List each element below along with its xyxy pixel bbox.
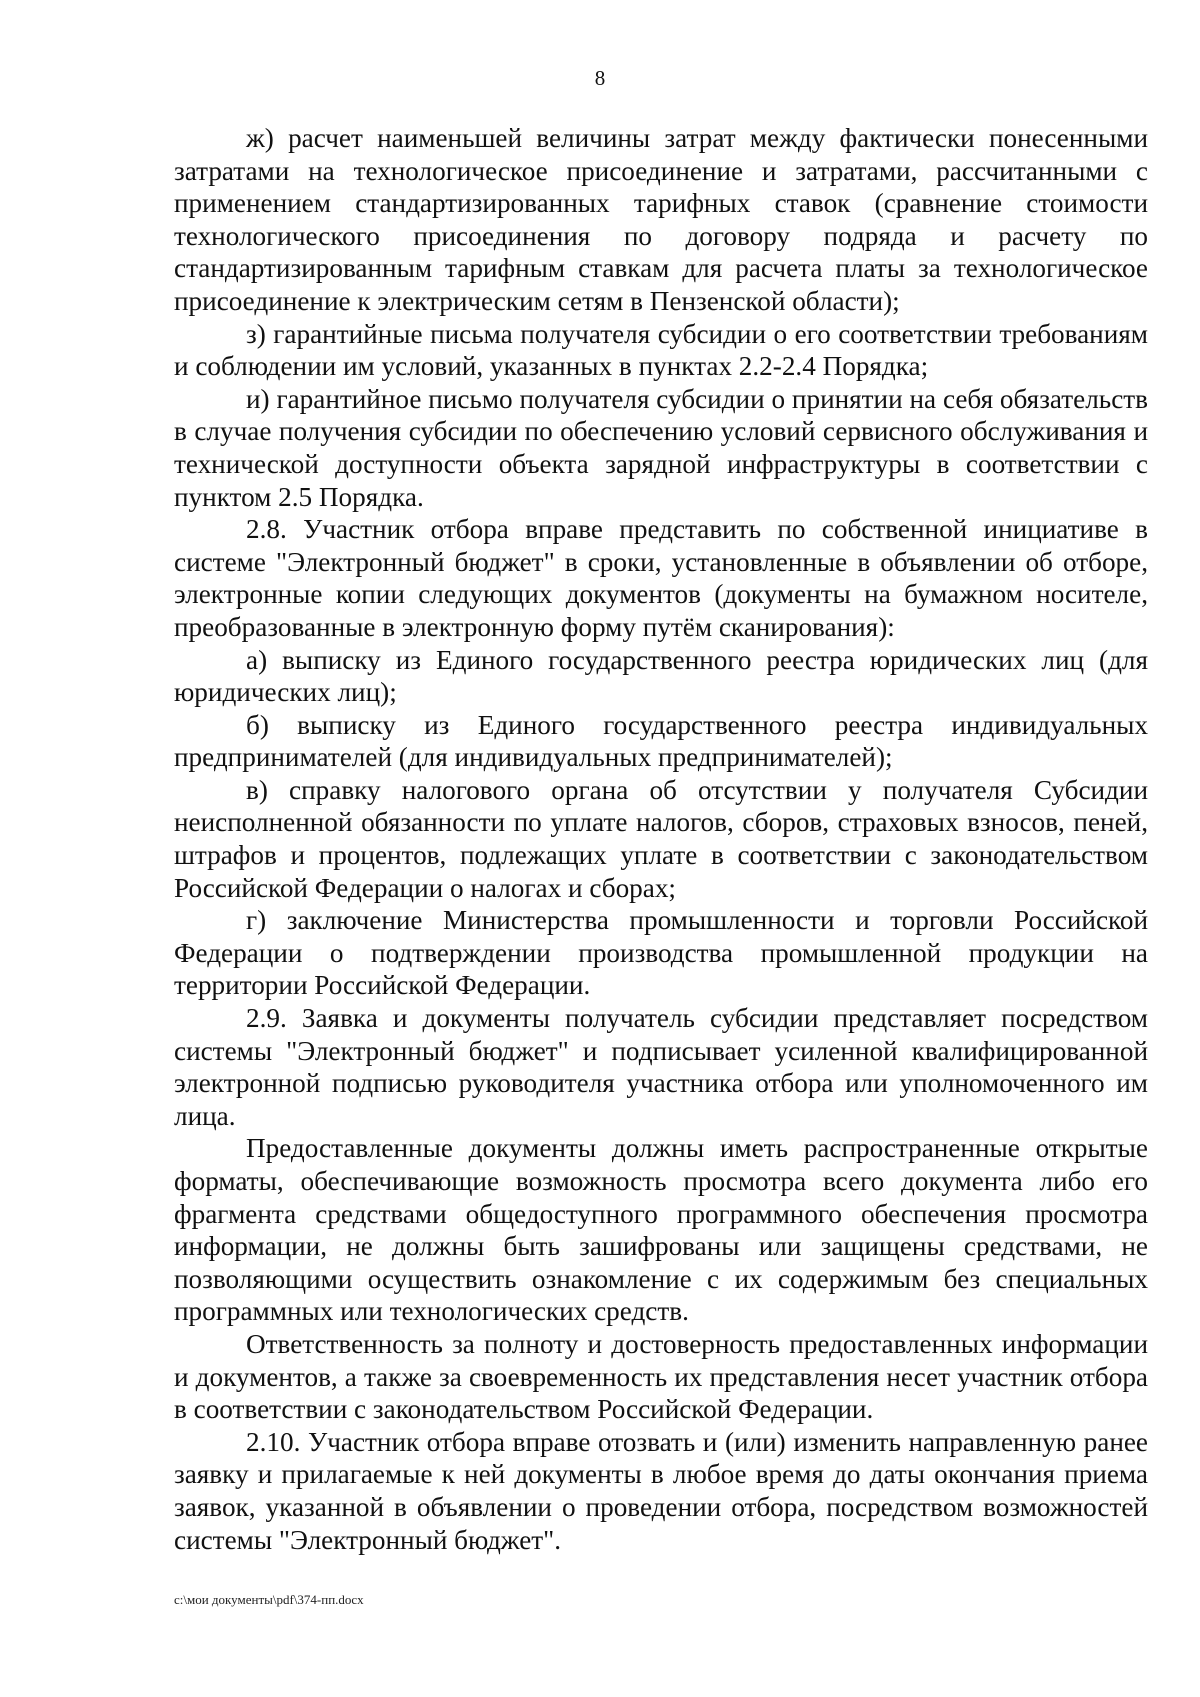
paragraph-responsibility: Ответственность за полноту и достоверность предоставленных информации и документов, а также за своевременность их представления несет участник отбора в соответствии с законодательством Российской Федерации.	[174, 1328, 1148, 1425]
paragraph-z: з) гарантийные письма получателя субсидии о его соответствии требованиям и соблюдении им условий, указанных в пунктах 2.2-2.4 Порядка;	[174, 318, 1148, 382]
paragraph-2-9: 2.9. Заявка и документы получатель субсидии представляет посредством системы "Электронный бюджет" и подписывает усиленной квалифицированной электронной подписью руководителя участника отбора или уполномоченного им лица.	[174, 1003, 1148, 1131]
paragraph-v: в) справку налогового органа об отсутствии у получателя Субсидии неисполненной обязанности по уплате налогов, сборов, страховых взносов, пеней, штрафов и процентов, подлежащих уплате в соответствии с законодательством Российской Федерации о налогах и сборах;	[174, 774, 1148, 903]
paragraph-2-10: 2.10. Участник отбора вправе отозвать и (или) изменить направленную ранее заявку и прилагаемые к ней документы в любое время до даты окончания приема заявок, указанной в объявлении о проведении отбора, посредством возможностей системы "Электронный бюджет".	[174, 1426, 1148, 1555]
paragraph-zh: ж) расчет наименьшей величины затрат между фактически понесенными затратами на технологическое присоединение и затратами, рассчитанными с применением стандартизированных тарифных ставок (сравнение стоимости технологического присоединения по договору подряда и расчету по стандартизированным тарифным ставкам для расчета платы за технологическое присоединение к электрическим сетям в Пензенской области);	[174, 123, 1148, 316]
document-body	[174, 122, 1148, 1556]
paragraph-formats: Предоставленные документы должны иметь распространенные открытые форматы, обеспечивающие возможность просмотра всего документа либо его фрагмента средствами общедоступного программного обеспечения просмотра информации, не должны быть зашифрованы или защищены средствами, не позволяющими осуществить ознакомление с их содержимым без специальных программных или технологических средств.	[174, 1133, 1148, 1327]
paragraph-2-8: 2.8. Участник отбора вправе представить по собственной инициативе в системе "Электронный бюджет" в сроки, установленные в объявлении об отборе, электронные копии следующих документов (документы на бумажном носителе, преобразованные в электронную форму путём сканирования):	[174, 514, 1148, 642]
footer-file-path: c:\мои документы\pdf\374-пп.docx	[174, 1592, 364, 1607]
page-number: 8	[594, 66, 606, 90]
paragraph-a: а) выписку из Единого государственного реестра юридических лиц (для юридических лиц);	[174, 644, 1148, 708]
paragraph-i: и) гарантийное письмо получателя субсидии о принятии на себя обязательств в случае получения субсидии по обеспечению условий сервисного обслуживания и технической доступности объекта зарядной инфраструктуры в соответствии с пунктом 2.5 Порядка.	[174, 383, 1148, 512]
paragraph-g: г) заключение Министерства промышленности и торговли Российской Федерации о подтверждении производства промышленной продукции на территории Российской Федерации.	[174, 905, 1148, 1001]
paragraph-b: б) выписку из Единого государственного реестра индивидуальных предпринимателей (для индивидуальных предпринимателей);	[174, 709, 1148, 773]
